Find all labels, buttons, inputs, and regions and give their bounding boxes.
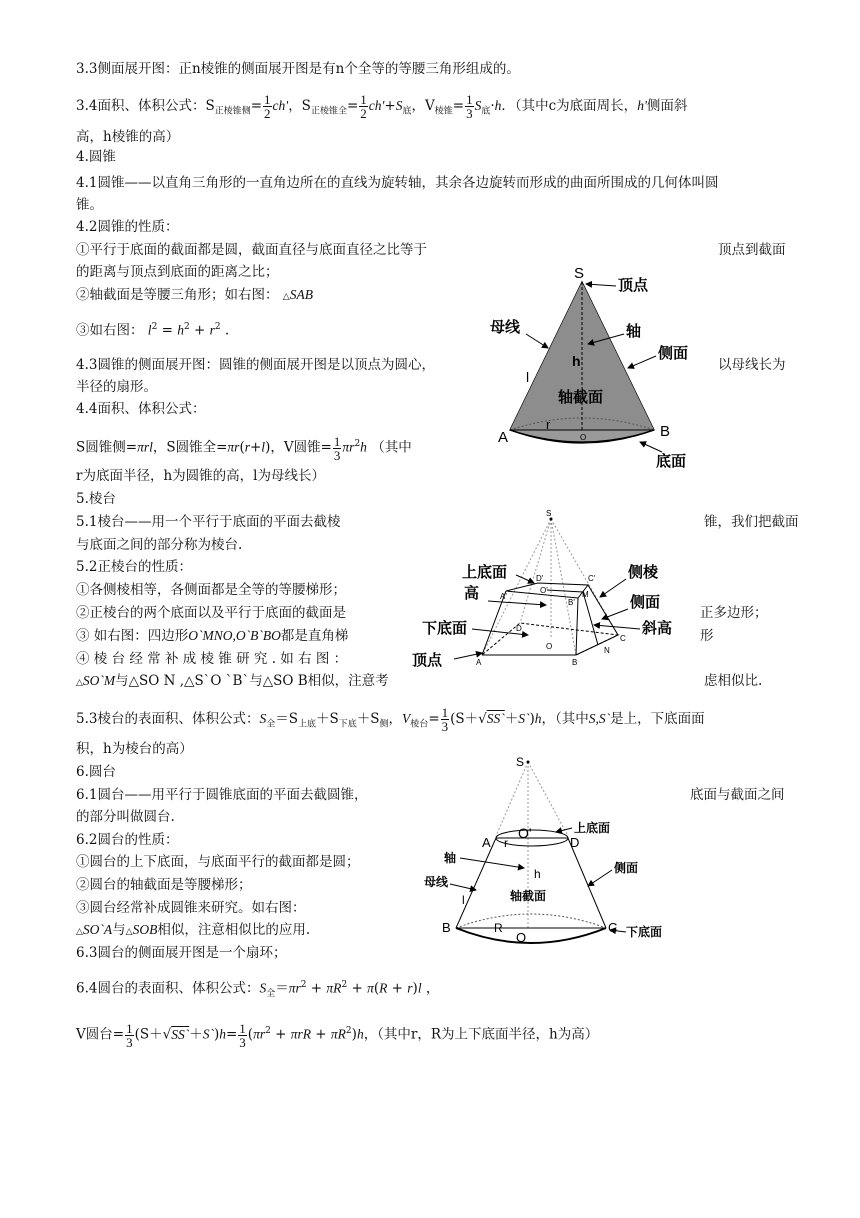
lateral-edge: [576, 598, 578, 655]
label-Dp: D': [536, 574, 544, 583]
label-Ap: A': [500, 592, 507, 601]
arrow: [600, 579, 626, 597]
text-line: 锥，我们把截面: [704, 514, 799, 530]
label-O: O: [516, 930, 527, 945]
subscript: 底: [402, 106, 412, 117]
arrow: [460, 858, 524, 868]
label-S: S: [516, 755, 525, 769]
text-span: ，S圆锥全=: [152, 439, 228, 456]
label-Bp: B': [568, 598, 575, 607]
arrow: [628, 356, 656, 368]
arrow: [556, 828, 572, 832]
cone-formula-line: S圆锥侧=πrl，S圆锥全=πr(r+l)，V圆锥= $\frac{1}{3}$ $\pi r^2h$ （其中: [76, 433, 412, 463]
label-h: h: [534, 867, 541, 881]
text-span: （其中: [371, 439, 412, 456]
text-line: 形: [700, 628, 714, 644]
label-O: O: [546, 642, 553, 651]
text-line: r为底面半径，h为圆锥的高，l为母线长）: [76, 468, 325, 484]
text-line: 5.1棱台——用一个平行于底面的平面去截棱: [76, 514, 341, 530]
label-M: M: [582, 590, 589, 599]
text-line: 6.2圆台的性质：: [76, 832, 179, 848]
label-D: D: [570, 835, 580, 850]
label-axial-section: 轴截面: [558, 389, 604, 406]
text-span: 都是直角梯: [280, 628, 349, 644]
text-line: ④ 棱 台 经 常 补 成 棱 锥 研 究 . 如 右 图 ：: [76, 651, 348, 667]
pyramid-formula-line: 3.4面积、体积公式：$S_{正棱锥侧}=$ $\frac{1}{2}$ ch'，$S_{正棱锥全}=$ $\frac{1}{2}$ $ch'+S_底$，$V_{棱锥}=$ $\frac{1}{3}$ $S_底\cdot h$．（其中c为底面周长，h'侧面斜: [76, 92, 688, 121]
subscript: 正棱锥侧: [214, 106, 251, 117]
generatrix-right: [568, 838, 606, 928]
label-bottom-face: 下底面: [626, 925, 663, 939]
label-B: B: [572, 658, 578, 667]
label-bottom-face: 下底面: [422, 620, 468, 637]
frustum-cone-figure: [424, 752, 678, 950]
text-line: ③ 如右图：四边形O`MNO,O`B`BO都是直角梯: [76, 628, 349, 644]
arrow: [594, 625, 640, 629]
label-C: C: [608, 920, 618, 935]
cone-figure: [490, 262, 710, 472]
label-S: S: [546, 509, 552, 518]
text-line: 虑相似比.: [704, 673, 763, 689]
arrow: [516, 575, 534, 583]
frustum-surface-line: 6.4圆台的表面积、体积公式：$S_全=\pi r^2 + \pi R^2 + \pi(R + r)l$ ，: [76, 980, 440, 1000]
arrow: [488, 601, 546, 605]
text-span: 侧面斜: [646, 98, 688, 114]
text-line: ③圆台经常补成圆锥来研究。如右图：: [76, 900, 306, 916]
text-line: 5.2正棱台的性质：: [76, 559, 192, 575]
text-line: 顶点到截面: [718, 242, 786, 258]
text-span: ②轴截面是等腰三角形；如右图：: [76, 287, 279, 303]
math-span: SAB: [289, 287, 313, 302]
text-line: 4.4面积、体积公式：: [76, 401, 206, 417]
label-Cp: C': [588, 574, 596, 583]
text-line: 半径的扇形。: [76, 379, 157, 395]
arrow: [526, 334, 548, 348]
label-r: r: [546, 417, 551, 432]
label-slant-height: 斜高: [642, 620, 673, 637]
text-span: ③如右图：: [76, 322, 144, 339]
text-span: 相似，注意相似比的应用.: [157, 922, 311, 938]
label-h: h: [572, 353, 581, 369]
generatrix-left: [456, 838, 496, 928]
text-span: 3.4面积、体积公式：S: [76, 98, 215, 114]
arrow: [450, 884, 476, 890]
cone-relation-line: ③如右图： $l^2 = h^2 + r^2$ .: [76, 322, 230, 339]
text-span: ，（其中r，R为上下底面半径，h为高）: [363, 1026, 599, 1043]
lateral-edge: [588, 585, 618, 635]
text-span: 是上，下底面面: [610, 711, 705, 727]
label-apex: 顶点: [412, 652, 443, 669]
label-A: A: [498, 429, 509, 446]
text-line: 底面与截面之间: [690, 787, 785, 803]
label-N: N: [604, 646, 610, 655]
text-span: 与△SO N ,△S`O `B`与△SO B相似，注意考: [115, 673, 389, 689]
text-line: 积，h为棱台的高）: [76, 741, 193, 757]
arrow: [586, 284, 616, 286]
label-R: R: [494, 921, 503, 935]
text-line: 6.3圆台的侧面展开图是一个扇环；: [76, 945, 287, 961]
text-line: 正多边形；: [700, 605, 768, 621]
label-generatrix: 母线: [490, 319, 521, 336]
label-axial-section: 轴截面: [510, 889, 547, 903]
label-B: B: [442, 920, 451, 935]
arrow: [588, 870, 612, 886]
text-span: （其中c为底面周长，: [514, 98, 638, 114]
text-line: ①圆台的上下底面，与底面平行的截面都是圆；: [76, 854, 360, 870]
label-base: 底面: [656, 453, 687, 470]
label-top-face: 上底面: [462, 564, 508, 581]
label-generatrix: 母线: [424, 875, 449, 889]
text-span: ③ 如右图：四边形: [76, 628, 189, 644]
text-line: 高，h棱锥的高）: [76, 129, 180, 145]
subscript: 正棱锥全: [310, 106, 347, 117]
label-axis: 轴: [444, 851, 457, 865]
label-axis: 轴: [626, 323, 642, 340]
label-A: A: [476, 658, 482, 667]
text-line: 4.1圆锥——以直角三角形的一直角边所在的直线为旋转轴，其余各边旋转而形成的曲面所围成的几何体叫圆: [76, 175, 719, 191]
section-heading: 5.棱台: [76, 491, 116, 507]
top-center-segment: [547, 590, 583, 592]
base-back-edge: [456, 914, 606, 928]
label-S: S: [574, 265, 585, 282]
text-line: ②轴截面是等腰三角形；如右图： △SAB: [76, 287, 313, 303]
frustum-formula-line: 5.3棱台的表面积、体积公式：$S_全=S_{上底}+S_{下底}+S_侧$，$V_{棱台}=$ $\frac{1}{3}$ (S＋√SS`＋S`)h，（其中S,S`是上，下底面面: [76, 705, 705, 734]
label-D: D: [516, 624, 522, 633]
label-height: 高: [464, 585, 480, 602]
label-Op: O': [540, 586, 548, 595]
text-line: △SO`A与△SOB相似，注意相似比的应用.: [76, 922, 311, 938]
text-line: 的距离与顶点到底面的距离之比；: [76, 264, 279, 280]
text-line: 以母线长为: [718, 357, 786, 373]
text-span: ，V圆锥=: [270, 439, 332, 456]
text-span: ，（其中: [541, 711, 589, 727]
text-line: 3.3侧面展开图：正n棱锥的侧面展开图是有n个全等的等腰三角形组成的。: [76, 61, 520, 77]
label-lateral-edge: 侧棱: [628, 564, 659, 581]
subscript: 底: [481, 106, 491, 117]
section-heading: 4.圆锥: [76, 149, 116, 165]
label-top: 顶点: [618, 277, 649, 294]
arrow: [640, 442, 662, 452]
label-top-face: 上底面: [574, 821, 611, 835]
text-span: 6.4圆台的表面积、体积公式：: [76, 980, 260, 997]
text-line: 与底面之间的部分称为棱台.: [76, 537, 243, 553]
label-side: 侧面: [658, 345, 689, 362]
text-line: 4.3圆锥的侧面展开图：圆锥的侧面展开图是以顶点为圆心，: [76, 357, 435, 373]
text-line: ①各侧棱相等，各侧面都是全等的等腰梯形；: [76, 582, 346, 598]
base-front-edge: [456, 928, 606, 943]
text-span: S圆锥侧=: [76, 439, 138, 456]
text-line: 锥。: [76, 197, 103, 213]
label-A: A: [482, 835, 491, 850]
section-heading: 6.圆台: [76, 764, 116, 780]
dashed-apex-lines: [482, 519, 618, 655]
label-B: B: [660, 423, 671, 440]
subscript: 棱锥: [434, 106, 453, 117]
text-line: ②圆台的轴截面是等腰梯形；: [76, 877, 252, 893]
label-l: l: [462, 893, 465, 907]
frustum-volume-line: V圆台= $\frac{1}{3}$ (S＋√SS`＋S`)h= $\frac{1}{3}$ $(\pi r^2 + \pi rR + \pi R^2)h$，（其中r，R为上下底面半径，h为高）: [76, 1020, 599, 1050]
label-l: l: [526, 369, 530, 385]
slant-height: [583, 592, 598, 645]
label-O: O: [580, 433, 587, 442]
text-line: 的部分叫做圆台.: [76, 809, 175, 825]
text-line: 4.2圆锥的性质：: [76, 219, 179, 235]
label-C: C: [620, 634, 626, 643]
label-r: r: [504, 836, 508, 850]
text-line: ②正棱台的两个底面以及平行于底面的截面是: [76, 605, 346, 621]
label-side-face: 侧面: [630, 594, 661, 611]
text-line: 6.1圆台——用平行于圆锥底面的平面去截圆锥，: [76, 787, 368, 803]
text-line: △SO`M与△SO N ,△S`O `B`与△SO B相似，注意考: [76, 673, 389, 689]
label-side: 侧面: [614, 861, 639, 875]
frustum-pyramid-figure: [408, 505, 698, 680]
text-span: V圆台=: [76, 1026, 125, 1043]
label-Op: O': [518, 825, 532, 841]
text-span: 5.3棱台的表面积、体积公式：: [76, 711, 260, 727]
text-line: ①平行于底面的截面都是圆，截面直径与底面直径之比等于: [76, 242, 427, 258]
apex-point: [527, 761, 530, 764]
